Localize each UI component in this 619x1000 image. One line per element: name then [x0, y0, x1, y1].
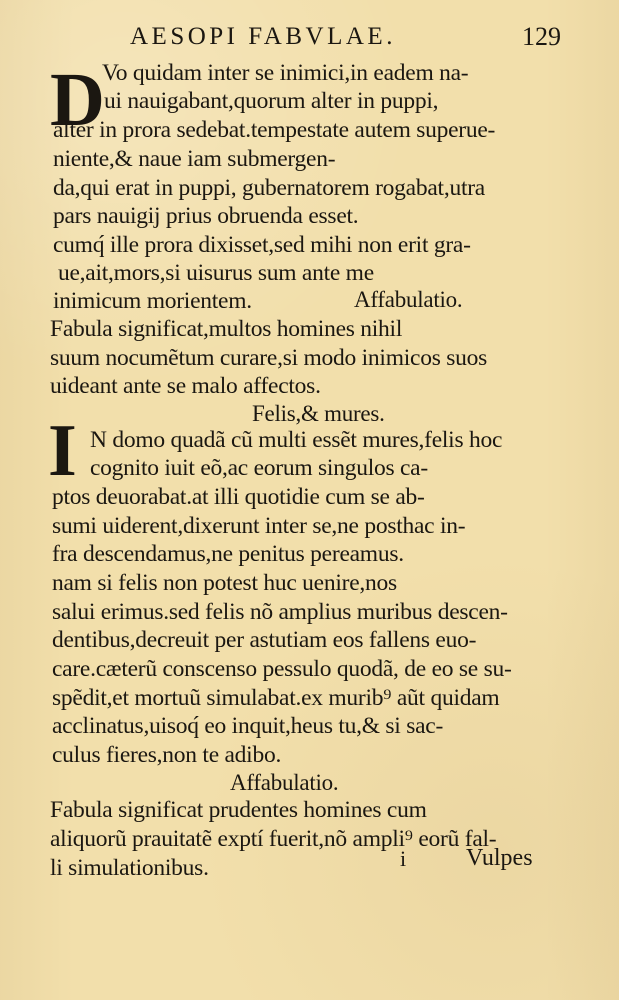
fable2-moral-line-3: li simulationibus. — [50, 855, 209, 881]
fable2-line-2: cognito iuit eõ,ac eorum singulos ca- — [90, 455, 428, 481]
fable2-moral-line-2: aliquorũ prauitatẽ exptí fuerit,nõ ampli⁹ eorũ fal- — [50, 826, 497, 852]
fable2-line-10: spẽdit,et mortuũ simulabat.ex murib⁹ aũt quidam — [52, 685, 500, 711]
page-header — [0, 24, 619, 54]
fable1-line-7: cumq́ ille prora dixisset,sed mihi non erit gra- — [53, 232, 471, 258]
fable2-line-1: N domo quadã cũ multi essẽt mures,felis hoc — [90, 427, 503, 453]
fable2-line-5: fra descendamus,ne penitus pereamus. — [52, 541, 404, 567]
page-number: 129 — [522, 22, 561, 51]
fable2-line-8: dentibus,decreuit per astutiam eos fallens euo- — [52, 627, 477, 653]
running-title: AESOPI FABVLAE. — [130, 23, 396, 50]
fable2-title: Felis,& mures. — [252, 401, 385, 426]
fable2-line-7: salui erimus.sed felis nõ amplius muribus descen- — [52, 599, 508, 625]
signature-mark: i — [400, 846, 407, 871]
fable1-affabulatio-heading: Affabulatio. — [354, 287, 463, 312]
fable1-line-2: ui nauigabant,quorum alter in puppi, — [104, 88, 439, 114]
fable1-line-8: ue,ait,mors,si uisurus sum ante me — [58, 260, 374, 286]
fable2-drop-initial: I — [48, 410, 77, 492]
catchword: Vulpes — [466, 845, 533, 871]
fable1-line-3: alter in prora sedebat.tempestate autem superue- — [53, 117, 496, 143]
fable2-moral-line-1: Fabula significat prudentes homines cum — [50, 797, 427, 823]
fable1-line-10: Fabula significat,multos homines nihil — [50, 316, 403, 342]
fable2-line-4: sumi uiderent,dixerunt inter se,ne posthac in- — [52, 513, 466, 539]
fable2-line-9: care.cæterũ conscenso pessulo quodã, de eo se su- — [52, 656, 512, 682]
fable2-line-11: acclinatus,uisoq́ eo inquit,heus tu,& si sac- — [52, 713, 444, 739]
fable1-line-12: uideant ante se malo affectos. — [50, 373, 321, 399]
fable2-line-3: ptos deuorabat.at illi quotidie cum se ab- — [52, 484, 425, 510]
fable2-line-6: nam si felis non potest huc uenire,nos — [52, 570, 397, 596]
fable2-line-12: culus fieres,non te adibo. — [52, 742, 282, 768]
fable1-line-6: pars nauigij prius obruenda esset. — [53, 203, 359, 229]
fable1-line-11: suum nocumẽtum curare,si modo inimicos suos — [50, 345, 488, 371]
fable1-line-9: inimicum morientem. — [53, 288, 252, 314]
fable1-line-4: niente,& naue iam submergen- — [53, 146, 336, 172]
fable1-line-1: Vo quidam inter se inimici,in eadem na- — [102, 60, 469, 86]
fable1-drop-initial: D — [50, 58, 105, 142]
fable1-line-5: da,qui erat in puppi, gubernatorem rogabat,utra — [53, 175, 485, 201]
fable2-affabulatio-heading: Affabulatio. — [230, 770, 339, 795]
